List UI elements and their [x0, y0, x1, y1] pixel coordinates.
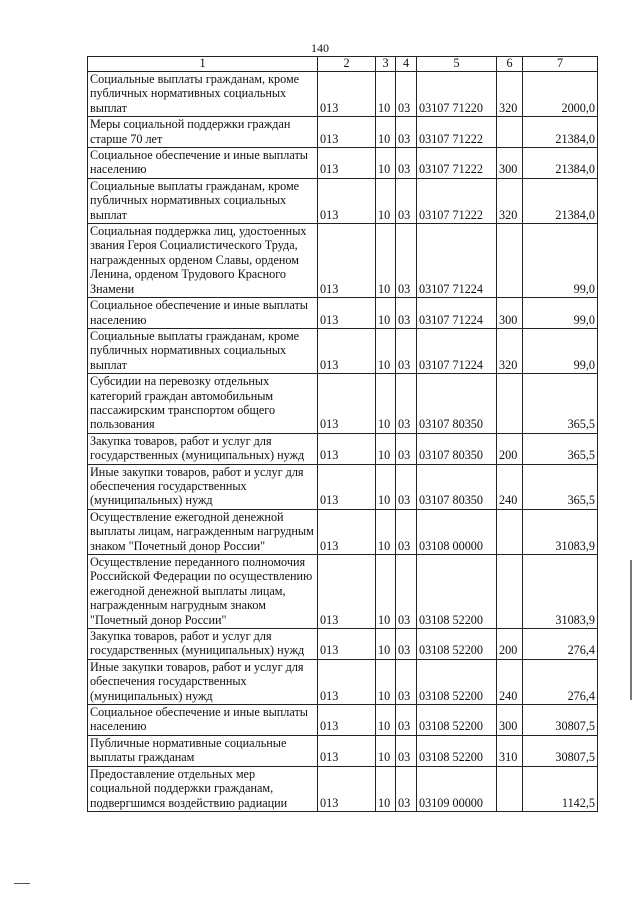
row-amount: 21384,0 — [523, 148, 598, 179]
column-header-4: 4 — [396, 57, 417, 72]
row-admin-code: 013 — [318, 464, 376, 509]
row-admin-code: 013 — [318, 433, 376, 464]
row-subsection: 03 — [396, 178, 417, 223]
column-header-7: 7 — [523, 57, 598, 72]
row-amount: 1142,5 — [523, 766, 598, 811]
table-row — [88, 178, 598, 223]
row-subsection: 03 — [396, 298, 417, 329]
row-section: 10 — [376, 328, 396, 373]
row-section: 10 — [376, 224, 396, 298]
row-description: Публичные нормативные социальные выплаты гражданам — [88, 735, 318, 766]
budget-table — [87, 56, 598, 812]
column-header-5: 5 — [417, 57, 497, 72]
row-subsection: 03 — [396, 224, 417, 298]
table-row — [88, 629, 598, 660]
row-target-article: 03108 52200 — [417, 735, 497, 766]
scan-artifact — [14, 883, 30, 884]
row-expense-type: 320 — [497, 72, 523, 117]
row-target-article: 03107 71224 — [417, 328, 497, 373]
row-subsection: 03 — [396, 117, 417, 148]
row-section: 10 — [376, 433, 396, 464]
row-admin-code: 013 — [318, 328, 376, 373]
row-description: Социальное обеспечение и иные выплаты населению — [88, 148, 318, 179]
row-amount: 276,4 — [523, 629, 598, 660]
column-header-1: 1 — [88, 57, 318, 72]
row-description: Социальное обеспечение и иные выплаты населению — [88, 298, 318, 329]
table-row — [88, 735, 598, 766]
row-admin-code: 013 — [318, 629, 376, 660]
row-admin-code: 013 — [318, 705, 376, 736]
row-amount: 365,5 — [523, 464, 598, 509]
row-description: Социальные выплаты гражданам, кроме публичных нормативных социальных выплат — [88, 328, 318, 373]
row-subsection: 03 — [396, 735, 417, 766]
row-expense-type: 240 — [497, 464, 523, 509]
row-subsection: 03 — [396, 766, 417, 811]
row-expense-type — [497, 766, 523, 811]
row-section: 10 — [376, 374, 396, 434]
row-amount: 276,4 — [523, 659, 598, 704]
table-row — [88, 705, 598, 736]
row-subsection: 03 — [396, 148, 417, 179]
table-row — [88, 72, 598, 117]
row-expense-type: 320 — [497, 328, 523, 373]
row-section: 10 — [376, 178, 396, 223]
row-target-article: 03107 80350 — [417, 464, 497, 509]
row-expense-type: 300 — [497, 705, 523, 736]
row-description: Закупка товаров, работ и услуг для государственных (муниципальных) нужд — [88, 433, 318, 464]
row-admin-code: 013 — [318, 555, 376, 629]
row-amount: 365,5 — [523, 374, 598, 434]
row-description: Социальные выплаты гражданам, кроме публичных нормативных социальных выплат — [88, 72, 318, 117]
row-target-article: 03108 52200 — [417, 555, 497, 629]
row-expense-type — [497, 117, 523, 148]
row-target-article: 03109 00000 — [417, 766, 497, 811]
row-description: Предоставление отдельных мер социальной поддержки гражданам, подвергшимся воздействию радиации — [88, 766, 318, 811]
table-row — [88, 555, 598, 629]
row-subsection: 03 — [396, 509, 417, 554]
row-admin-code: 013 — [318, 766, 376, 811]
row-expense-type: 200 — [497, 629, 523, 660]
row-expense-type: 300 — [497, 298, 523, 329]
row-amount: 21384,0 — [523, 178, 598, 223]
row-description: Осуществление ежегодной денежной выплаты лицам, награжденным нагрудным знаком "Почетный донор России" — [88, 509, 318, 554]
row-target-article: 03107 80350 — [417, 374, 497, 434]
row-target-article: 03107 80350 — [417, 433, 497, 464]
row-subsection: 03 — [396, 659, 417, 704]
row-subsection: 03 — [396, 72, 417, 117]
row-section: 10 — [376, 117, 396, 148]
row-expense-type: 310 — [497, 735, 523, 766]
row-target-article: 03107 71222 — [417, 178, 497, 223]
row-admin-code: 013 — [318, 298, 376, 329]
column-header-6: 6 — [497, 57, 523, 72]
table-row — [88, 117, 598, 148]
row-amount: 31083,9 — [523, 509, 598, 554]
row-expense-type: 240 — [497, 659, 523, 704]
row-target-article: 03108 52200 — [417, 659, 497, 704]
row-target-article: 03107 71224 — [417, 224, 497, 298]
column-header-2: 2 — [318, 57, 376, 72]
table-row — [88, 464, 598, 509]
row-expense-type — [497, 374, 523, 434]
row-admin-code: 013 — [318, 224, 376, 298]
row-target-article: 03107 71224 — [417, 298, 497, 329]
row-subsection: 03 — [396, 328, 417, 373]
row-description: Осуществление переданного полномочия Российской Федерации по осуществлению ежегодной денежной выплаты лицам, награжденным нагрудным знаком "Почетный донор России" — [88, 555, 318, 629]
column-header-3: 3 — [376, 57, 396, 72]
row-description: Иные закупки товаров, работ и услуг для обеспечения государственных (муниципальных) нужд — [88, 464, 318, 509]
row-expense-type: 300 — [497, 148, 523, 179]
row-amount: 31083,9 — [523, 555, 598, 629]
row-admin-code: 013 — [318, 659, 376, 704]
row-description: Закупка товаров, работ и услуг для государственных (муниципальных) нужд — [88, 629, 318, 660]
row-subsection: 03 — [396, 433, 417, 464]
page-number: 140 — [311, 41, 329, 55]
row-target-article: 03107 71222 — [417, 148, 497, 179]
row-expense-type — [497, 555, 523, 629]
table-row — [88, 224, 598, 298]
row-target-article: 03108 52200 — [417, 705, 497, 736]
row-subsection: 03 — [396, 629, 417, 660]
table-row — [88, 509, 598, 554]
row-subsection: 03 — [396, 705, 417, 736]
row-section: 10 — [376, 766, 396, 811]
scan-edge-artifact — [630, 560, 632, 700]
row-admin-code: 013 — [318, 117, 376, 148]
row-amount: 21384,0 — [523, 117, 598, 148]
row-description: Субсидии на перевозку отдельных категорий граждан автомобильным пассажирским транспортом общего пользования — [88, 374, 318, 434]
row-section: 10 — [376, 705, 396, 736]
row-section: 10 — [376, 464, 396, 509]
row-admin-code: 013 — [318, 148, 376, 179]
row-expense-type — [497, 509, 523, 554]
table-row — [88, 659, 598, 704]
row-description: Социальная поддержка лиц, удостоенных звания Героя Социалистического Труда, награжденных орденом Славы, орденом Ленина, орденом Трудового Красного Знамени — [88, 224, 318, 298]
row-admin-code: 013 — [318, 509, 376, 554]
row-target-article: 03107 71222 — [417, 117, 497, 148]
row-section: 10 — [376, 72, 396, 117]
row-section: 10 — [376, 509, 396, 554]
row-expense-type: 320 — [497, 178, 523, 223]
row-section: 10 — [376, 555, 396, 629]
table-row — [88, 433, 598, 464]
row-section: 10 — [376, 629, 396, 660]
table-row — [88, 148, 598, 179]
row-description: Меры социальной поддержки граждан старше 70 лет — [88, 117, 318, 148]
row-admin-code: 013 — [318, 374, 376, 434]
row-section: 10 — [376, 659, 396, 704]
row-amount: 99,0 — [523, 328, 598, 373]
row-subsection: 03 — [396, 464, 417, 509]
row-admin-code: 013 — [318, 735, 376, 766]
row-amount: 99,0 — [523, 224, 598, 298]
row-amount: 30807,5 — [523, 705, 598, 736]
table-row — [88, 766, 598, 811]
row-description: Социальные выплаты гражданам, кроме публичных нормативных социальных выплат — [88, 178, 318, 223]
row-target-article: 03107 71220 — [417, 72, 497, 117]
row-admin-code: 013 — [318, 72, 376, 117]
row-subsection: 03 — [396, 374, 417, 434]
table-row — [88, 298, 598, 329]
row-amount: 365,5 — [523, 433, 598, 464]
table-row — [88, 374, 598, 434]
table-row — [88, 328, 598, 373]
row-expense-type — [497, 224, 523, 298]
header-row — [88, 57, 598, 72]
row-target-article: 03108 00000 — [417, 509, 497, 554]
row-subsection: 03 — [396, 555, 417, 629]
row-amount: 2000,0 — [523, 72, 598, 117]
row-description: Социальное обеспечение и иные выплаты населению — [88, 705, 318, 736]
row-amount: 99,0 — [523, 298, 598, 329]
row-amount: 30807,5 — [523, 735, 598, 766]
row-expense-type: 200 — [497, 433, 523, 464]
row-description: Иные закупки товаров, работ и услуг для обеспечения государственных (муниципальных) нужд — [88, 659, 318, 704]
row-section: 10 — [376, 735, 396, 766]
row-section: 10 — [376, 148, 396, 179]
row-target-article: 03108 52200 — [417, 629, 497, 660]
table-body — [88, 72, 598, 812]
row-section: 10 — [376, 298, 396, 329]
row-admin-code: 013 — [318, 178, 376, 223]
